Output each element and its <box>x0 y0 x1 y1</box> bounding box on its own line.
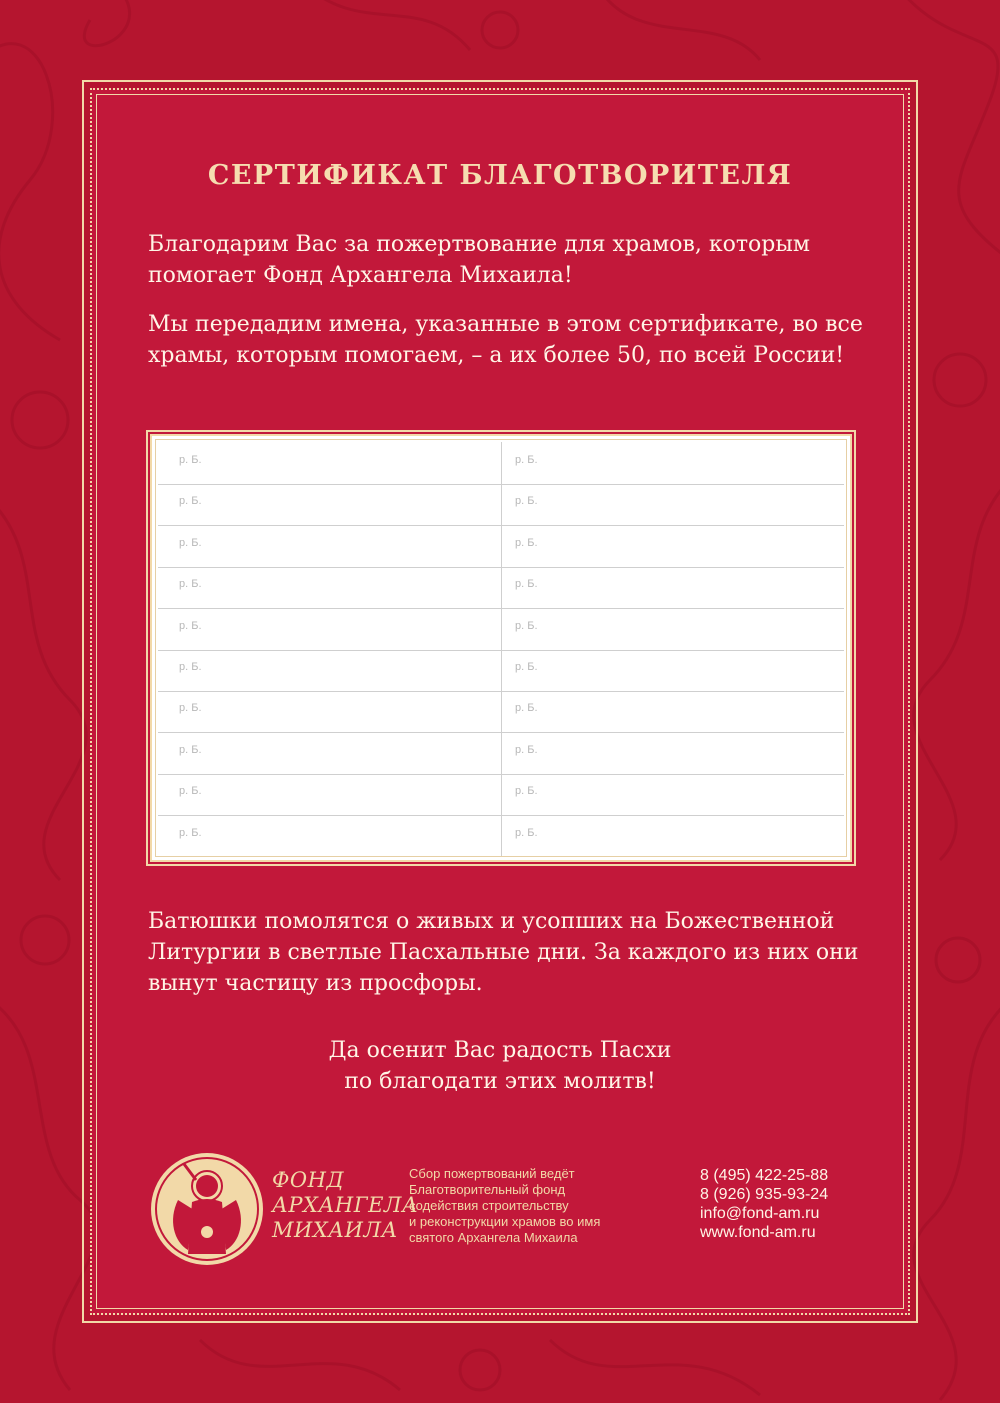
fund-logo-text <box>272 1168 418 1243</box>
closing-line-1: Да осенит Вас радость Пасхи <box>328 1038 672 1063</box>
names-row <box>158 649 844 692</box>
phone-1[interactable]: 8 (495) 422-25-88 <box>700 1167 829 1184</box>
closing-blessing <box>100 1035 900 1097</box>
name-cell-placeholder[interactable]: р. Б. <box>179 536 202 549</box>
name-cell-placeholder[interactable]: р. Б. <box>515 578 538 591</box>
names-info-paragraph: Мы передадим имена, указанные в этом сертификате, во все храмы, которым помогаем, – а их более 50, по всей России! <box>148 312 863 368</box>
name-cell-placeholder[interactable]: р. Б. <box>179 743 202 756</box>
names-row <box>158 732 844 775</box>
name-cell-placeholder[interactable]: р. Б. <box>515 785 538 798</box>
logo-line-1: ФОНД <box>272 1168 345 1192</box>
name-cell-placeholder[interactable]: р. Б. <box>515 536 538 549</box>
names-row <box>158 773 844 816</box>
closing-line-2: по благодати этих молитв! <box>344 1069 656 1094</box>
name-cell-placeholder[interactable]: р. Б. <box>515 619 538 632</box>
name-cell-placeholder[interactable]: р. Б. <box>515 743 538 756</box>
logo-line-3: МИХАИЛА <box>272 1218 398 1242</box>
names-row <box>158 815 844 857</box>
fund-note-line: содействия строительству <box>409 1198 569 1213</box>
name-cell-placeholder[interactable]: р. Б. <box>515 661 538 673</box>
name-cell-placeholder[interactable]: р. Б. <box>179 454 202 466</box>
contacts <box>700 1166 828 1242</box>
certificate-title: СЕРТИФИКАТ БЛАГОТВОРИТЕЛЯ <box>207 160 793 191</box>
name-cell-placeholder[interactable]: р. Б. <box>179 619 202 632</box>
logo-line-2: АРХАНГЕЛА <box>272 1193 419 1217</box>
name-cell-placeholder[interactable]: р. Б. <box>179 495 202 508</box>
name-cell-placeholder[interactable]: р. Б. <box>515 454 538 466</box>
names-row <box>158 608 844 651</box>
fund-note-line: святого Архангела Михаила <box>409 1230 578 1245</box>
names-row <box>158 690 844 733</box>
fund-note-line: и реконструкции храмов во имя <box>409 1214 601 1229</box>
website-link[interactable]: www.fond-am.ru <box>700 1224 816 1241</box>
archangel-michael-emblem-icon <box>148 1150 266 1268</box>
fund-note-line: Сбор пожертвований ведёт <box>409 1166 575 1181</box>
names-table <box>150 434 852 862</box>
name-cell-placeholder[interactable]: р. Б. <box>179 702 202 715</box>
fund-note <box>409 1166 600 1246</box>
names-row <box>158 442 844 485</box>
name-cell-placeholder[interactable]: р. Б. <box>179 578 202 591</box>
fund-note-line: Благотворительный фонд <box>409 1182 566 1197</box>
names-row <box>158 525 844 568</box>
names-row <box>158 483 844 526</box>
names-row <box>158 566 844 609</box>
name-cell-placeholder[interactable]: р. Б. <box>515 702 538 715</box>
name-cell-placeholder[interactable]: р. Б. <box>179 785 202 798</box>
phone-2[interactable]: 8 (926) 935-93-24 <box>700 1186 829 1203</box>
name-cell-placeholder[interactable]: р. Б. <box>179 826 202 839</box>
name-cell-placeholder[interactable]: р. Б. <box>515 826 538 839</box>
name-cell-placeholder[interactable]: р. Б. <box>515 495 538 508</box>
name-cell-placeholder[interactable]: р. Б. <box>179 661 202 673</box>
prayer-paragraph: Батюшки помолятся о живых и усопших на Божественной Литургии в светлые Пасхальные дни. За каждого из них они вынут частицу из просфоры. <box>148 909 859 996</box>
thanks-paragraph: Благодарим Вас за пожертвование для храмов, которым помогает Фонд Архангела Михаила! <box>148 232 810 288</box>
email-link[interactable]: info@fond-am.ru <box>700 1205 820 1222</box>
